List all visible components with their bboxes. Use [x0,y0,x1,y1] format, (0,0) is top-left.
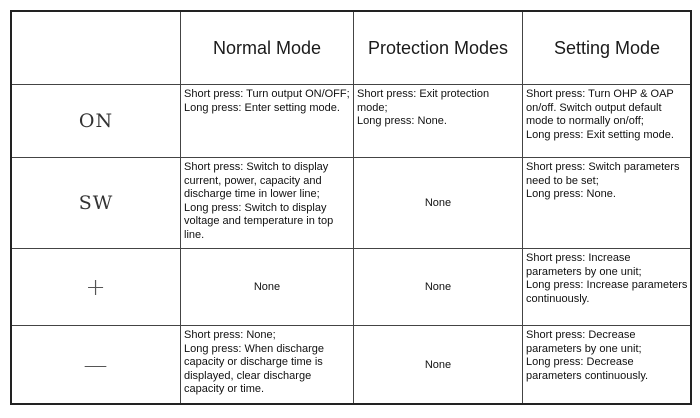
plus-setting-short: Short press: Increase parameters by one unit; [526,252,642,278]
minus-protection-cell: None [354,326,523,403]
on-setting-long: Long press: Exit setting mode. [526,128,674,141]
header-row [12,12,690,85]
header-protection-modes: Protection Modes [354,12,523,84]
plus-setting-cell [523,249,691,325]
table-row-minus [12,326,690,403]
sw-setting-long: Long press: None. [526,188,616,201]
plus-normal-cell: None [181,249,354,325]
on-protection-short: Short press: Exit protection mode; [357,88,493,114]
sw-setting-cell [523,158,691,248]
header-normal-mode: Normal Mode [181,12,354,84]
on-protection-cell [354,85,523,157]
on-normal-short: Short press: Turn output ON/OFF; [184,88,350,100]
minus-normal-short: Short press: None; [184,329,276,341]
row-label-sw: SW [12,158,181,248]
minus-setting-short: Short press: Decrease parameters by one unit; [526,329,642,355]
sw-normal-long: Long press: Switch to display voltage and temperature in top line. [184,201,337,241]
table-row-sw [12,158,690,249]
on-setting-short: Short press: Turn OHP & OAP on/off. Switch output default mode to normally on/off; [526,88,677,128]
corner-cell [12,12,181,84]
on-setting-cell [523,85,691,157]
minus-normal-long: Long press: When discharge capacity or discharge time is displayed, clear discharge capacity or time. [184,342,328,396]
header-setting-mode: Setting Mode [553,37,661,58]
on-protection-long: Long press: None. [357,115,447,128]
minus-setting-cell [523,326,691,403]
on-normal-cell [181,85,354,157]
minus-normal-cell [181,326,354,403]
row-label-plus: + [12,249,181,325]
sw-normal-cell [181,158,354,248]
sw-setting-short: Short press: Switch parameters need to be set; [526,161,683,187]
table-row-on [12,85,690,158]
sw-protection-cell: None [354,158,523,248]
plus-protection-cell: None [354,249,523,325]
on-normal-long: Long press: Enter setting mode. [184,101,340,114]
table-row-plus [12,249,690,326]
row-label-minus: — [12,326,181,403]
minus-setting-long: Long press: Decrease parameters continuously. [526,356,649,382]
row-label-on: ON [12,85,181,157]
button-function-table [10,10,692,405]
sw-normal-short: Short press: Switch to display current, power, capacity and discharge time in lower line; [184,161,332,201]
plus-setting-long: Long press: Increase parameters continuously. [526,279,691,305]
